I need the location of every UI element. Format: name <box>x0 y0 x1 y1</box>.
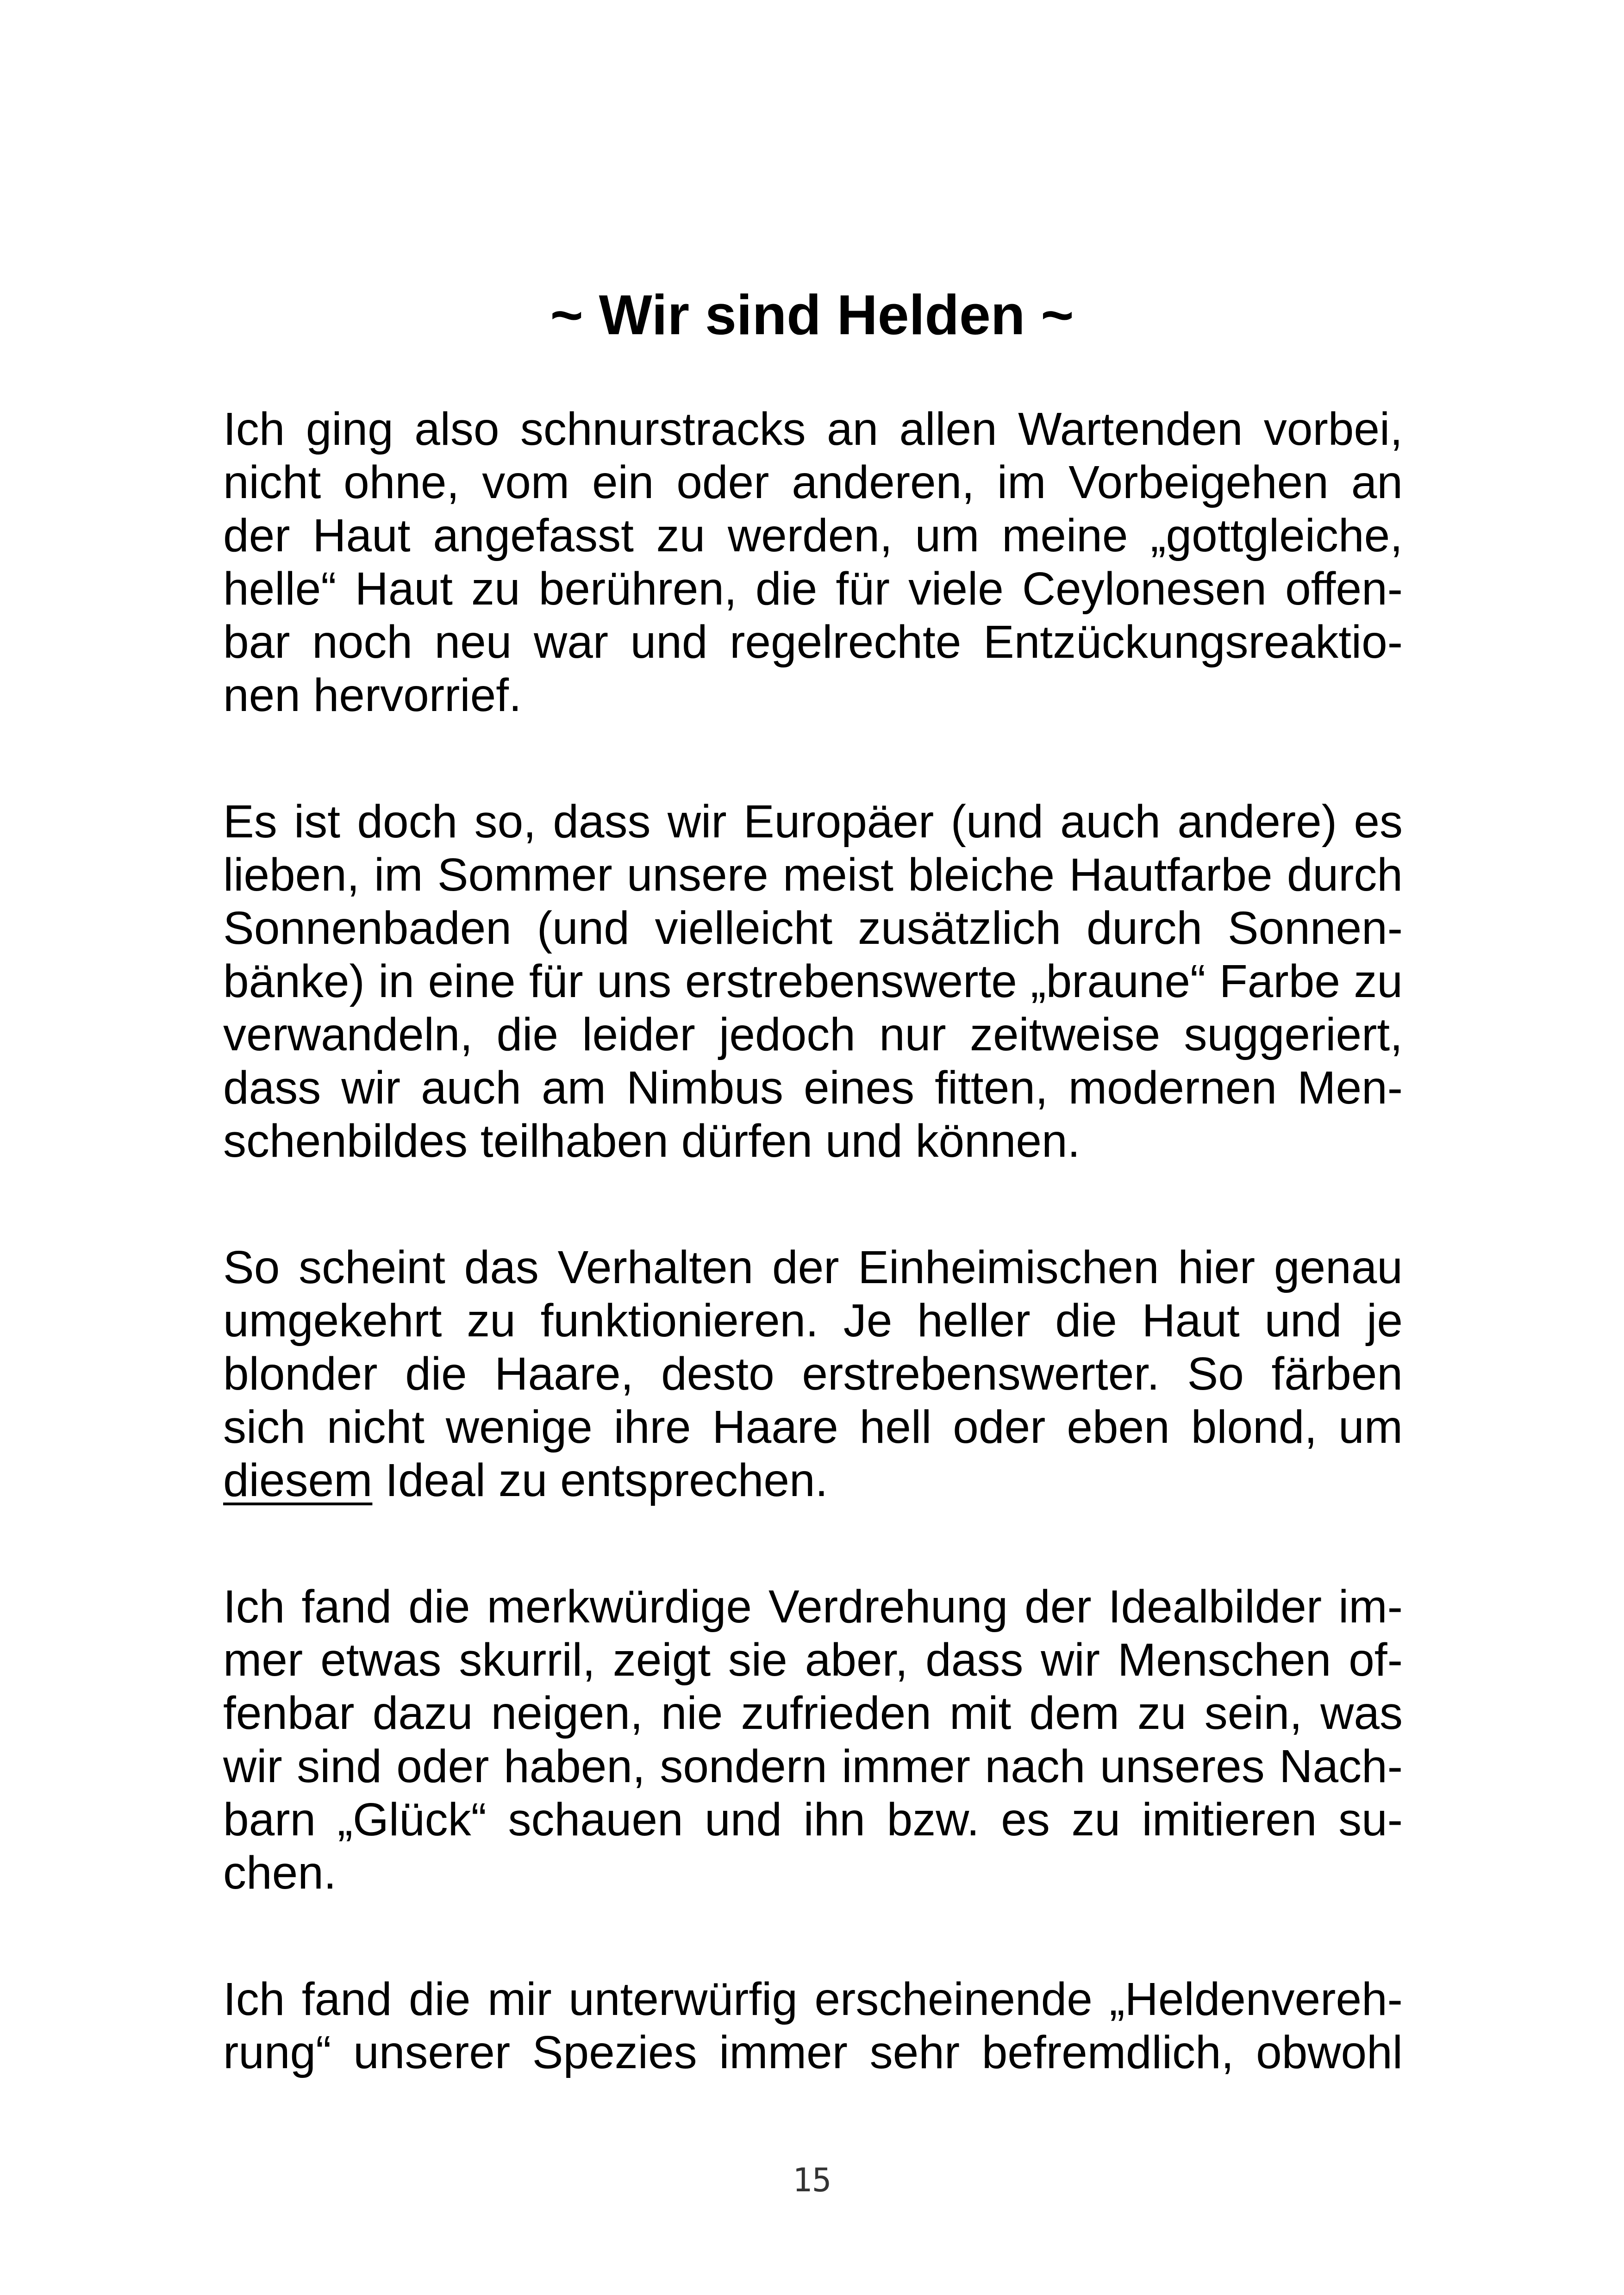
text-line: helle“ Haut zu berühren, die für viele Ceylonesen offen- <box>223 563 1403 615</box>
page-number: 15 <box>792 2161 832 2199</box>
paragraph-1 <box>223 403 1403 722</box>
paragraph-5 <box>223 1973 1403 2079</box>
text-line: barn „Glück“ schauen und ihn bzw. es zu imitieren su- <box>223 1794 1403 1846</box>
paragraph-3 <box>223 1241 1403 1507</box>
text-line: fenbar dazu neigen, nie zufrieden mit dem zu sein, was <box>223 1687 1403 1739</box>
text-line: bänke) in eine für uns erstrebenswerte „braune“ Farbe zu <box>223 955 1403 1007</box>
text-line: dass wir auch am Nimbus eines fitten, modernen Men- <box>223 1062 1403 1114</box>
text-line: So scheint das Verhalten der Einheimischen hier genau <box>223 1241 1403 1293</box>
text-line: nen hervorrief. <box>223 669 522 721</box>
text-line: Ich ging also schnurstracks an allen Wartenden vorbei, <box>223 403 1403 455</box>
text-line: bar noch neu war und regelrechte Entzückungsreaktio- <box>223 616 1403 668</box>
text-line: chen. <box>223 1847 337 1899</box>
text-line: der Haut angefasst zu werden, um meine „gottgleiche, <box>223 510 1403 561</box>
text-line: Sonnenbaden (und vielleicht zusätzlich durch Sonnen- <box>223 902 1403 954</box>
underlined-word: diesem <box>223 1454 373 1506</box>
text-line: umgekehrt zu funktionieren. Je heller die Haut und je <box>223 1295 1403 1347</box>
chapter-title: ~ Wir sind Helden ~ <box>550 283 1074 346</box>
paragraph-4 <box>223 1580 1403 1900</box>
text-line: blonder die Haare, desto erstrebenswerter. So färben <box>223 1348 1403 1400</box>
text-line: rung“ unserer Spezies immer sehr befremdlich, obwohl <box>223 2027 1403 2078</box>
text-line: Es ist doch so, dass wir Europäer (und auch andere) es <box>223 796 1403 848</box>
text-line: lieben, im Sommer unsere meist bleiche Hautfarbe durch <box>223 849 1403 901</box>
text-line: schenbildes teilhaben dürfen und können. <box>223 1115 1081 1167</box>
text-line: Ich fand die mir unterwürfig erscheinende „Heldenvereh- <box>223 1973 1403 2025</box>
text-run: Ideal zu entsprechen. <box>372 1454 828 1506</box>
text-line: nicht ohne, vom ein oder anderen, im Vorbeigehen an <box>223 456 1403 508</box>
text-line: mer etwas skurril, zeigt sie aber, dass wir Menschen of- <box>223 1634 1403 1686</box>
text-line: wir sind oder haben, sondern immer nach unseres Nach- <box>223 1740 1403 1792</box>
text-line: sich nicht wenige ihre Haare hell oder eben blond, um <box>223 1401 1403 1453</box>
text-line: Ich fand die merkwürdige Verdrehung der Idealbilder im- <box>223 1581 1403 1633</box>
paragraph-2 <box>223 795 1403 1168</box>
text-line <box>223 1454 1403 1507</box>
body-text <box>223 403 1403 2152</box>
text-line: verwandeln, die leider jedoch nur zeitweise suggeriert, <box>223 1009 1403 1060</box>
